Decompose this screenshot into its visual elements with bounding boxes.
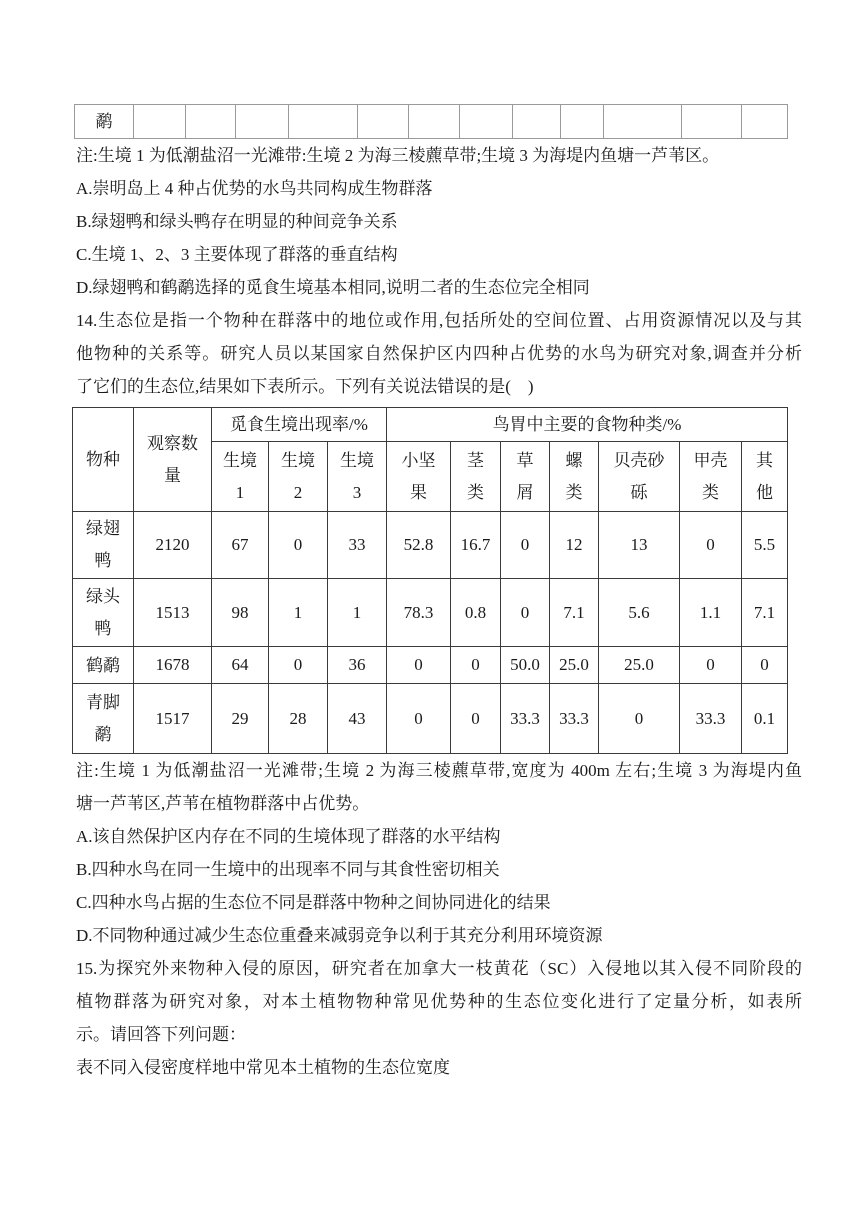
cell-food-share: 33.3	[501, 684, 550, 754]
table-row	[73, 579, 788, 647]
empty-cell	[186, 105, 236, 139]
cell-food-share: 0.1	[742, 684, 788, 754]
header-food	[451, 442, 501, 512]
header-habitat	[328, 442, 387, 512]
q13-option-c: C.生境 1、2、3 主要体现了群落的垂直结构	[76, 245, 398, 264]
cell-food-share: 5.5	[742, 512, 788, 579]
q13-note: 注:生境 1 为低潮盐沼一光滩带:生境 2 为海三棱藨草带;生境 3 为海堤内鱼塘一芦苇区。	[76, 146, 720, 165]
cell-food-share: 7.1	[550, 579, 599, 647]
empty-cell	[561, 105, 604, 139]
cell-species	[73, 579, 134, 647]
q13-option-b: B.绿翅鸭和绿头鸭存在明显的种间竞争关系	[76, 212, 398, 231]
header-label: 生境1	[223, 450, 257, 502]
header-label: 茎类	[467, 450, 484, 502]
header-count	[134, 408, 212, 512]
fragment-species-cell: 鹬	[75, 105, 134, 139]
header-food	[742, 442, 788, 512]
header-food	[550, 442, 599, 512]
table-row	[73, 647, 788, 684]
cell-food-share: 50.0	[501, 647, 550, 684]
header-label: 贝壳砂砾	[613, 450, 665, 502]
q13-q14-text	[76, 139, 802, 403]
cell-food-share: 0	[501, 579, 550, 647]
cell-habitat-rate: 33	[328, 512, 387, 579]
cell-food-share: 52.8	[387, 512, 451, 579]
q14-stem-line: 14.生态位是指一个物种在群落中的地位或作用,包括所处的空间位置、占用资源情况以及与其	[76, 311, 802, 330]
cell-species	[73, 684, 134, 754]
empty-cell	[236, 105, 289, 139]
header-label: 螺类	[565, 450, 583, 502]
species-name: 青脚鹬	[86, 692, 120, 744]
cell-habitat-rate: 29	[212, 684, 269, 754]
cell-food-share: 16.7	[451, 512, 501, 579]
species-name: 绿翅鸭	[86, 519, 120, 570]
q13-option-a: A.崇明岛上 4 种占优势的水鸟共同构成生物群落	[76, 179, 433, 198]
cell-food-share: 0	[451, 684, 501, 754]
cell-food-share: 7.1	[742, 579, 788, 647]
header-food-group: 鸟胃中主要的食物种类/%	[387, 408, 788, 442]
q13-option-d: D.绿翅鸭和鹤鹬选择的觅食生境基本相同,说明二者的生态位完全相同	[76, 278, 590, 297]
cell-food-share: 33.3	[680, 684, 742, 754]
cell-food-share: 5.6	[599, 579, 680, 647]
cell-species	[73, 647, 134, 684]
header-habitat	[212, 442, 269, 512]
header-food	[501, 442, 550, 512]
cell-habitat-rate: 1	[269, 579, 328, 647]
species-name: 鹤鹬	[86, 655, 120, 675]
cell-food-share: 1.1	[680, 579, 742, 647]
empty-cell	[134, 105, 186, 139]
cell-count: 1678	[134, 647, 212, 684]
cell-count: 2120	[134, 512, 212, 579]
q14-option-a: A.该自然保护区内存在不同的生境体现了群落的水平结构	[76, 827, 501, 846]
cell-habitat-rate: 1	[328, 579, 387, 647]
cell-habitat-rate: 0	[269, 647, 328, 684]
q15-stem-line: 15.为探究外来物种入侵的原因，研究者在加拿大一枝黄花（SC）入侵地以其入侵不同阶段的	[76, 959, 802, 978]
cell-food-share: 25.0	[550, 647, 599, 684]
header-food	[599, 442, 680, 512]
table-row	[75, 105, 788, 139]
q14-option-c: C.四种水鸟占据的生态位不同是群落中物种之间协同进化的结果	[76, 893, 551, 912]
empty-cell	[513, 105, 561, 139]
cell-habitat-rate: 67	[212, 512, 269, 579]
q14-option-d: D.不同物种通过减少生态位重叠来减弱竞争以利于其充分利用环境资源	[76, 926, 603, 945]
empty-cell	[289, 105, 358, 139]
table-header-row	[73, 408, 788, 442]
q14-option-b: B.四种水鸟在同一生境中的出现率不同与其食性密切相关	[76, 860, 500, 879]
empty-cell	[604, 105, 682, 139]
empty-cell	[358, 105, 409, 139]
header-habitat-group: 觅食生境出现率/%	[212, 408, 387, 442]
empty-cell	[409, 105, 460, 139]
q14-note-line: 塘一芦苇区,芦苇在植物群落中占优势。	[76, 794, 370, 813]
cell-habitat-rate: 64	[212, 647, 269, 684]
cell-food-share: 0	[742, 647, 788, 684]
cell-habitat-rate: 36	[328, 647, 387, 684]
cell-food-share: 13	[599, 512, 680, 579]
header-label: 生境3	[340, 450, 374, 502]
cell-habitat-rate: 0	[269, 512, 328, 579]
header-species	[73, 408, 134, 512]
cell-food-share: 25.0	[599, 647, 680, 684]
header-food	[680, 442, 742, 512]
table-row	[73, 512, 788, 579]
q14-stem-line: 了它们的生态位,结果如下表所示。下列有关说法错误的是( )	[76, 377, 534, 396]
cell-species	[73, 512, 134, 579]
niche-data-table	[72, 407, 788, 754]
header-label: 物种	[86, 450, 120, 470]
q15-table-caption: 表不同入侵密度样地中常见本土植物的生态位宽度	[76, 1058, 450, 1077]
cell-count: 1517	[134, 684, 212, 754]
header-label: 草屑	[516, 450, 534, 502]
cell-food-share: 0	[387, 647, 451, 684]
empty-cell	[682, 105, 742, 139]
q15-stem-line: 示。请回答下列问题：	[76, 1025, 246, 1044]
cell-habitat-rate: 98	[212, 579, 269, 647]
cell-count: 1513	[134, 579, 212, 647]
header-label: 生境2	[281, 450, 315, 502]
header-label: 其他	[756, 450, 773, 502]
cell-food-share: 0	[451, 647, 501, 684]
previous-table-fragment	[74, 104, 788, 139]
header-label: 甲壳类	[693, 450, 728, 502]
species-name: 绿头鸭	[86, 586, 120, 638]
q14-q15-text	[76, 754, 802, 1084]
cell-food-share: 12	[550, 512, 599, 579]
header-label: 观察数量	[147, 433, 198, 485]
cell-food-share: 0	[501, 512, 550, 579]
cell-food-share: 0	[387, 684, 451, 754]
empty-cell	[742, 105, 788, 139]
empty-cell	[460, 105, 513, 139]
cell-habitat-rate: 28	[269, 684, 328, 754]
q15-stem-line: 植物群落为研究对象，对本土植物物种常见优势种的生态位变化进行了定量分析，如表所	[76, 992, 802, 1011]
q14-stem-line: 他物种的关系等。研究人员以某国家自然保护区内四种占优势的水鸟为研究对象,调查并分析	[76, 344, 802, 363]
header-label: 小坚果	[401, 450, 436, 502]
cell-food-share: 0	[680, 512, 742, 579]
cell-food-share: 0.8	[451, 579, 501, 647]
cell-food-share: 0	[599, 684, 680, 754]
cell-food-share: 78.3	[387, 579, 451, 647]
q14-note-line: 注:生境 1 为低潮盐沼一光滩带;生境 2 为海三棱藨草带,宽度为 400m 左右;生境 3 为海堤内鱼	[76, 761, 802, 780]
header-habitat	[269, 442, 328, 512]
cell-food-share: 0	[680, 647, 742, 684]
table-row	[73, 684, 788, 754]
header-food	[387, 442, 451, 512]
cell-habitat-rate: 43	[328, 684, 387, 754]
cell-food-share: 33.3	[550, 684, 599, 754]
